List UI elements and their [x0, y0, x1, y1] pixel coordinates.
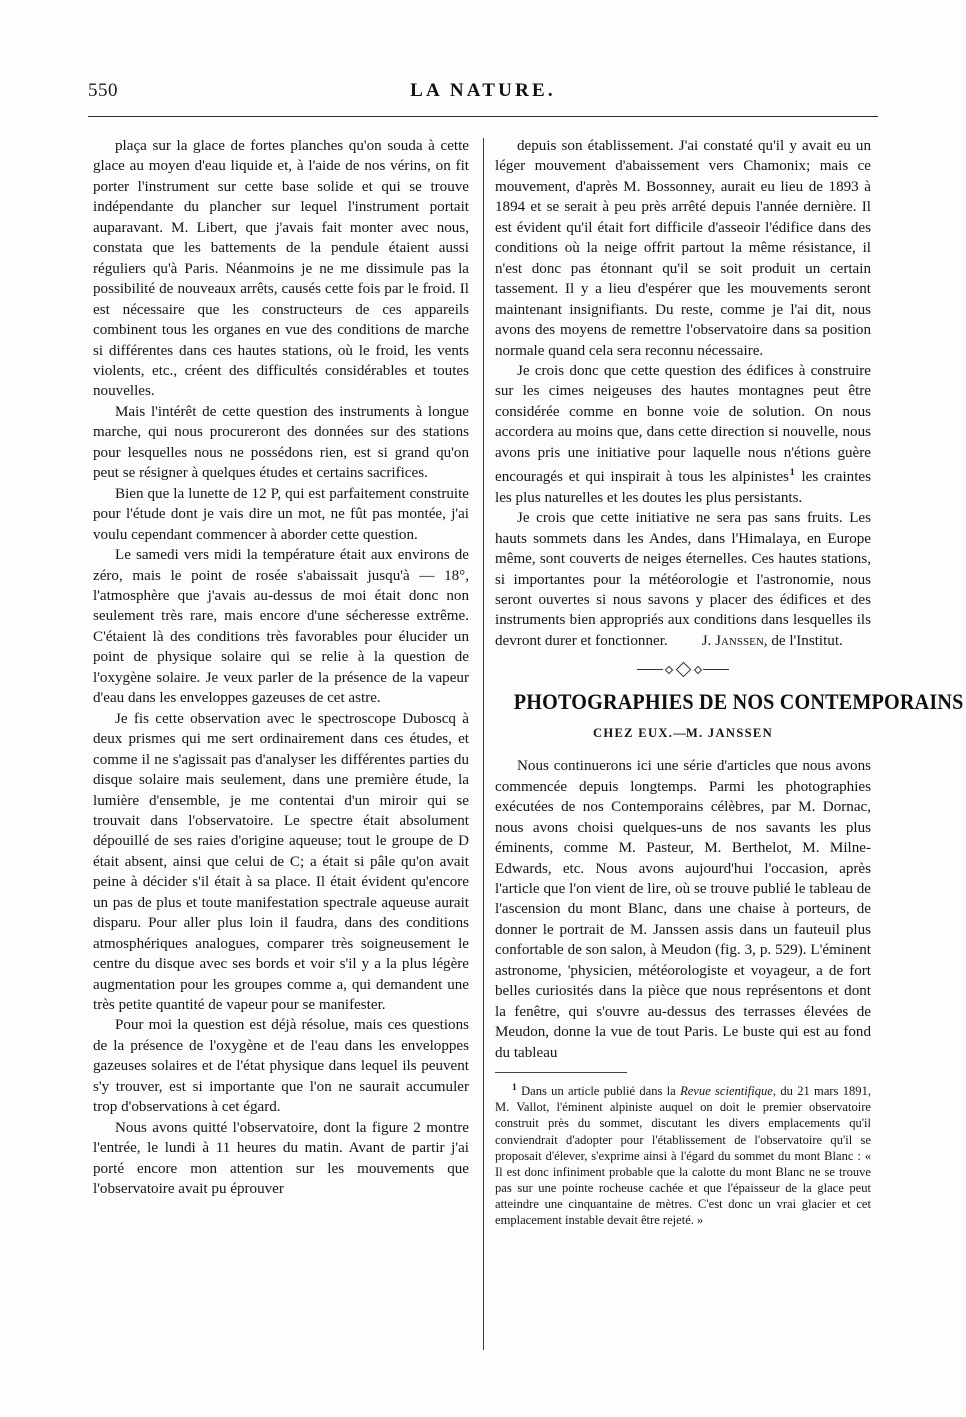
paragraph: Pour moi la question est déjà résolue, mais ces questions de la présence de l'oxygène et de l'eau dans les enveloppes gazeuses solaires et de l'état physique dans lequel ils peuvent s'y trouver, est si importante que l'on ne saurait accumuler trop d'observations à cet égard.	[93, 1017, 469, 1116]
journal-title: LA NATURE.	[410, 80, 556, 101]
paragraph-text: Je crois que cette initiative ne sera pas sans fruits. Les hauts sommets dans les Andes, dans l'Himalaya, en Europe même, sont couverts de neiges éternelles. Ces hautes stations, si importantes pour la météorologie et l'astronomie, nous seront ouvertes si nous savons y placer des édifices et des instruments bien appropriés aux conditions dans lesquelles ils devront durer et fonctionner.	[495, 510, 871, 649]
paragraph: Je fis cette observation avec le spectroscope Duboscq à deux prismes qui me sert ordinairement dans ces études, et comme il ne s'agissait pas d'analyser les différentes parties du disque solaire mais seulement, dans une première étude, la lumière d'ensemble, je me contentai d'un miroir qui se trouvait dans l'observatoire. Le spectre était absolument dépouillé de ses raies d'origine aqueuse; tout le groupe de D était absent, ainsi que celui de C; a était si pâle qu'on avait peine à décider s'il était à sa place. Il était évident qu'encore un pas de plus et toute manifestation spectrale aqueuse aurait disparu. Pour aller plus loin il faudra, dans des conditions atmosphériques analogues, comparer très soigneusement le centre du disque avec ses bords et voir s'il y a la plus légère augmentation pour les groupes comme a, qui demandent une très petite quantité de vapeur pour se manifester.	[93, 710, 469, 1014]
article-title: PHOTOGRAPHIES DE NOS CONTEMPORAINS	[513, 689, 964, 715]
article-subtitle	[495, 723, 871, 743]
paragraph: Nous avons quitté l'observatoire, dont la figure 2 montre l'entrée, le lundi à 11 heures du matin. Avant de partir j'ai porté encore mon attention sur les mouvements que l'observatoire avait pu éprouver	[93, 1119, 469, 1198]
running-head	[88, 80, 878, 106]
footnote-block	[495, 1080, 871, 1228]
signature-name: Janssen	[715, 632, 764, 649]
article-body-paragraph: Nous continuerons ici une série d'articles que nous avons commencée depuis longtemps. Parmi les photographies exécutées de nos Contemporains célèbres, par M. Dornac, nous avons choisi quelques-uns de nos savants les plus éminents, comme M. Pasteur, M. Berthelot, M. Milne-Edwards, etc. Nous avons aujourd'hui l'occasion, après l'article que l'on vient de lire, où se trouve publié le tableau de l'ascension du mont Blanc, dans une chaise à porteurs, de donner le portrait de M. Janssen assis dans un fauteuil plus confortable de son salon, à Meudon (fig. 3, p. 529). L'éminent astronome, 'physicien, météorologiste et voyageur, a de fort belles curiosités dans la pièce que nous représentons et dont la fenêtre, qui s'ouvre au-dessus des terrasses élevées de Meudon, donne la vue de tout Paris. Le buste qui est au fond du tableau	[495, 758, 871, 1061]
footnote-text-after: , du 21 mars 1891, M. Vallot, l'éminent alpiniste auquel on doit le premier observatoire construit près du sommet, discutant les divers emplacements qu'il conviendrait d'adopter pour l'établissement de l'observatoire qu'il se proposait d'élever, s'exprime ainsi à l'égard du sommet du mont Blanc : « Il est donc infiniment probable que la calotte du mont Blanc ne se trouve pas sur une pointe rocheuse cachée et que l'épaisseur de la glace peut atteindre une cinquantaine de mètres. C'est donc un vrai glacier et cet emplacement instable devait être rejeté. »	[495, 1084, 871, 1227]
signature-initial: J.	[701, 632, 716, 649]
footnote-text	[495, 1080, 871, 1228]
article-subtitle-dash: —	[673, 725, 686, 740]
paragraph: Mais l'intérêt de cette question des instruments à longue marche, qui nous procureront des données sur des stations pour lesquelles nous ne possédons rien, est si grand qu'on peut se résigner à quelques études et certains sacrifices.	[93, 403, 469, 482]
paragraph: plaça sur la glace de fortes planches qu'on souda à cette glace au moyen d'eau liquide et, à l'aide de nos vérins, on fit porter l'instrument sur cette base solide et qui se trouve indépendante du plancher sur lequel l'instrument portait auparavant. M. Libert, que j'avais fait monter avec nous, constata que les battements de la pendule étaient aussi réguliers qu'à Paris. Néanmoins je ne me dissimule pas la possibilité de nouveaux arrêts, causés cette fois par le froid. Il est nécessaire que les constructeurs de ces appareils combinent tous les organes en vue des conditions de marche si différentes dans ces hautes stations, où le froid, les vents violents, etc., créent des difficultés considérables et toutes nouvelles.	[93, 138, 469, 400]
right-column	[495, 136, 964, 1228]
left-column	[93, 136, 469, 1200]
column-divider	[483, 138, 484, 1350]
signature-suffix: , de l'Institut.	[763, 632, 843, 649]
page-number: 550	[88, 80, 118, 101]
paragraph: depuis son établissement. J'ai constaté qu'il y avait eu un léger mouvement d'abaissement vers Chamonix; mais ce mouvement, d'après M. Bossonney, aurait eu lieu de 1893 à 1894 et se serait à peu près arrêté depuis l'année dernière. Il est évident qu'il était fort difficile d'asseoir l'édifice dans des conditions où la neige offrit partout la même résistance, il n'est donc pas étonnant qu'il se soit produit un certain tassement. Il y a lieu d'espérer que les mouvements seront maintenant insignifiants. Du reste, comme je l'ai dit, nous avons des moyens de remettre l'observatoire dans sa position normale quand cela sera reconnu nécessaire.	[495, 138, 871, 359]
paragraph-text: Je crois donc que cette question des édifices à construire sur les cimes neigeuses des hautes montagnes peut être considérée comme en bonne voie de solution. On nous accordera au moins que, dans cette direction si nouvelle, nous avons pris une initiative pour laquelle nous n'étions guère encouragés et qui inspirait à tous les alpinistes	[495, 362, 871, 486]
ornament-diamond-icon	[637, 662, 729, 676]
footnote-reference-marker[interactable]: 1	[789, 468, 795, 479]
article-subtitle-part2: M. JANSSEN	[685, 725, 774, 740]
paragraph: Le samedi vers midi la température était aux environs de zéro, mais le point de rosée s'abaissait jusqu'à — 18°, l'atmosphère que j'avais au-dessus de moi était donc non seulement très rare, mais encore d'une sécheresse extrême. C'étaient là des conditions très favorables pour élucider un point de physique solaire qui se relie à la question de l'oxygène solaire. Je veux parler de la présence de la vapeur d'eau dans les enveloppes gazeuses de cet astre.	[93, 547, 469, 707]
paragraph-with-signature	[495, 508, 871, 651]
footnote-cited-title: Revue scientifique	[680, 1084, 773, 1099]
footnote-marker: 1	[512, 1083, 517, 1094]
footnote-separator-rule	[495, 1072, 627, 1073]
paragraph-text-tail: les craintes les plus naturelles et les doutes les plus persistants.	[495, 469, 871, 506]
section-ornament	[495, 662, 871, 678]
footnote-text-before: Dans un article publié dans la	[516, 1084, 681, 1099]
paragraph-with-footnote-ref	[495, 361, 871, 508]
header-rule	[88, 116, 878, 117]
article-subtitle-part1: CHEZ EUX.	[592, 725, 674, 740]
paragraph: Bien que la lunette de 12 P, qui est parfaitement construite pour l'étude dont je vais dire un mot, ne fût pas montée, j'ai voulu cependant commencer à aborder cette question.	[93, 485, 469, 543]
